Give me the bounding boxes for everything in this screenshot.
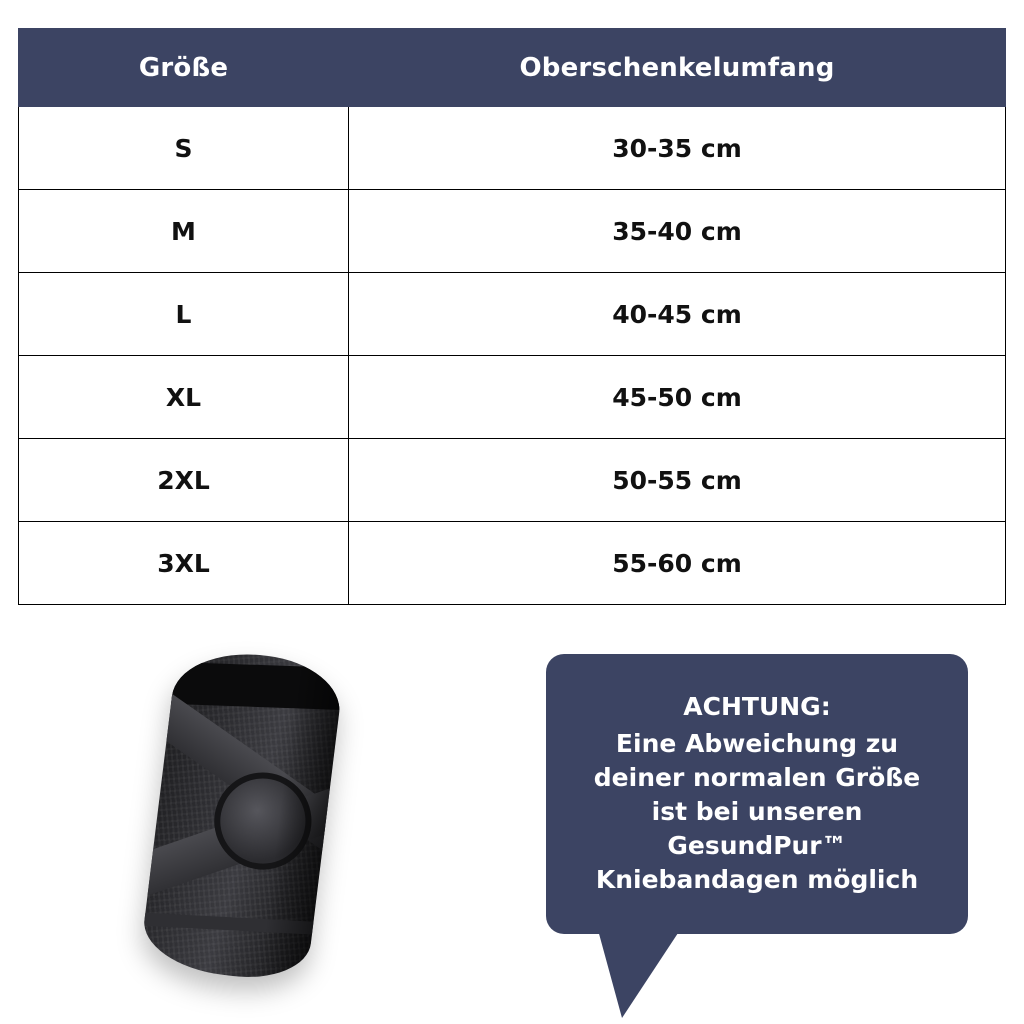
cell-size: XL [19,356,349,439]
cell-size: 3XL [19,522,349,605]
size-chart-table [18,28,1006,605]
notice-callout [546,654,968,934]
table-row [19,439,1006,522]
column-header-size: Größe [19,29,349,107]
cell-circumference: 40-45 cm [349,273,1006,356]
notice-title: ACHTUNG: [683,691,831,721]
column-header-thigh-circumference: Oberschenkelumfang [349,29,1006,107]
bottom-section [0,632,1024,1024]
table-row [19,522,1006,605]
cell-circumference: 45-50 cm [349,356,1006,439]
cell-size: M [19,190,349,273]
table-row [19,273,1006,356]
table-body [19,107,1006,605]
cell-size: 2XL [19,439,349,522]
cell-circumference: 55-60 cm [349,522,1006,605]
table-row [19,356,1006,439]
table-header [19,29,1006,107]
table-row [19,107,1006,190]
cell-size: S [19,107,349,190]
notice-text: Eine Abweichung zu deiner normalen Größe ist bei unseren GesundPur™ Kniebandagen möglich [593,728,921,894]
callout-tail [598,930,680,1018]
table-row [19,190,1006,273]
cell-circumference: 50-55 cm [349,439,1006,522]
cell-size: L [19,273,349,356]
cell-circumference: 30-35 cm [349,107,1006,190]
cell-circumference: 35-40 cm [349,190,1006,273]
table-header-row [19,29,1006,107]
knee-sleeve-icon [120,642,440,1012]
knee-sleeve-body [139,645,345,985]
